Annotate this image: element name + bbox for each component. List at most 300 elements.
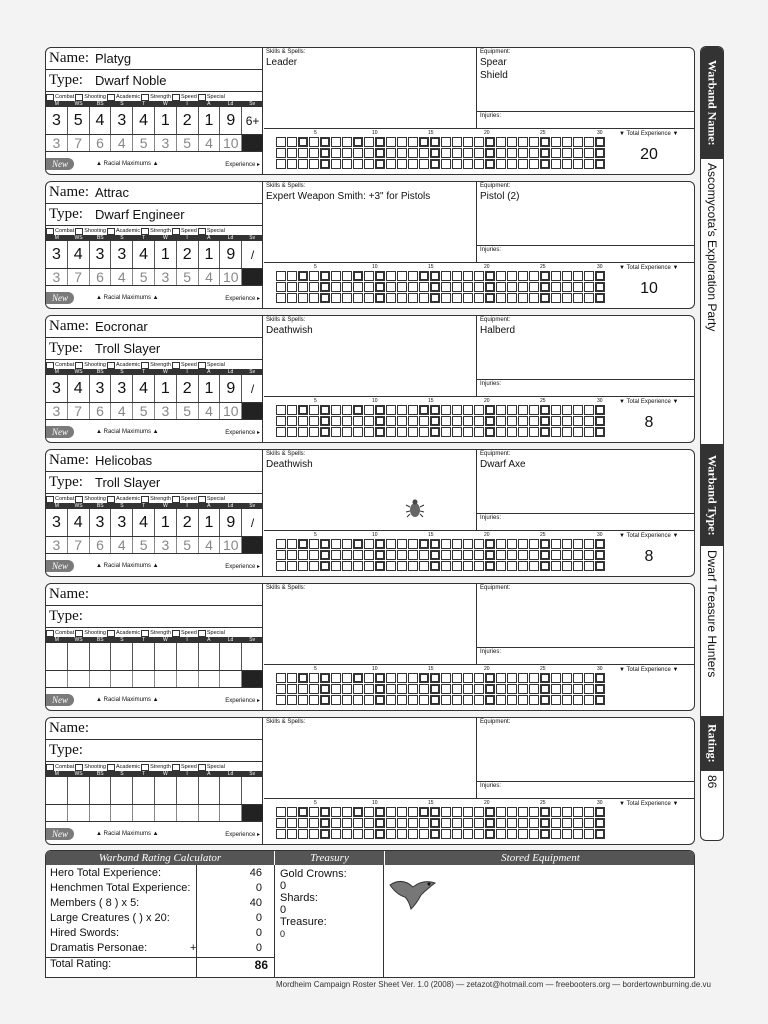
xp-box[interactable] (496, 684, 506, 694)
xp-box[interactable] (507, 818, 517, 828)
xp-box[interactable] (375, 550, 385, 560)
xp-box[interactable] (584, 427, 594, 437)
xp-box[interactable] (353, 405, 363, 415)
xp-box[interactable] (595, 405, 605, 415)
xp-box[interactable] (529, 137, 539, 147)
stat-value[interactable]: 1 (155, 107, 177, 134)
xp-box[interactable] (320, 550, 330, 560)
xp-box[interactable] (408, 282, 418, 292)
xp-box[interactable] (584, 405, 594, 415)
xp-box[interactable] (452, 807, 462, 817)
xp-box[interactable] (419, 829, 429, 839)
xp-box[interactable] (353, 818, 363, 828)
skill-category[interactable] (141, 630, 171, 637)
xp-box[interactable] (562, 427, 572, 437)
xp-box[interactable] (452, 148, 462, 158)
hero-name-row[interactable] (46, 718, 263, 740)
xp-box[interactable] (463, 271, 473, 281)
skill-category[interactable] (46, 630, 74, 637)
xp-box[interactable] (452, 282, 462, 292)
xp-box[interactable] (364, 137, 374, 147)
xp-box[interactable] (485, 293, 495, 303)
xp-box[interactable] (419, 673, 429, 683)
xp-box[interactable] (430, 148, 440, 158)
xp-box[interactable] (320, 148, 330, 158)
xp-box[interactable] (573, 539, 583, 549)
stat-value[interactable]: 9 (220, 509, 242, 536)
xp-box[interactable] (287, 539, 297, 549)
xp-box[interactable] (397, 561, 407, 571)
stat-value[interactable]: 2 (177, 375, 199, 402)
stat-value[interactable]: / (250, 515, 255, 530)
xp-box[interactable] (309, 148, 319, 158)
xp-box[interactable] (375, 416, 385, 426)
xp-box[interactable] (375, 282, 385, 292)
xp-box[interactable] (441, 684, 451, 694)
xp-box[interactable] (441, 137, 451, 147)
xp-box[interactable] (540, 673, 550, 683)
xp-box[interactable] (474, 695, 484, 705)
stat-value[interactable]: / (250, 247, 255, 262)
xp-box[interactable] (386, 405, 396, 415)
xp-box[interactable] (364, 561, 374, 571)
xp-box[interactable] (287, 405, 297, 415)
xp-box[interactable] (353, 684, 363, 694)
xp-box[interactable] (419, 539, 429, 549)
xp-box[interactable] (441, 282, 451, 292)
stat-value[interactable] (177, 777, 199, 804)
xp-box[interactable] (562, 550, 572, 560)
xp-box[interactable] (320, 539, 330, 549)
xp-box[interactable] (441, 695, 451, 705)
xp-box[interactable] (364, 673, 374, 683)
xp-box[interactable] (386, 539, 396, 549)
xp-box[interactable] (452, 271, 462, 281)
xp-box[interactable] (518, 282, 528, 292)
xp-box[interactable] (529, 539, 539, 549)
skills-box[interactable] (264, 316, 477, 396)
xp-box[interactable] (364, 539, 374, 549)
xp-box[interactable] (353, 271, 363, 281)
xp-box[interactable] (342, 148, 352, 158)
xp-box[interactable] (430, 427, 440, 437)
category-checkbox[interactable] (141, 764, 149, 771)
xp-box[interactable] (342, 539, 352, 549)
stat-value[interactable]: 9 (220, 107, 242, 134)
xp-box[interactable] (573, 807, 583, 817)
xp-box[interactable] (430, 550, 440, 560)
xp-box[interactable] (529, 807, 539, 817)
xp-box[interactable] (441, 829, 451, 839)
xp-box[interactable] (430, 539, 440, 549)
xp-box[interactable] (364, 550, 374, 560)
xp-box[interactable] (320, 807, 330, 817)
xp-box[interactable] (276, 550, 286, 560)
xp-box[interactable] (364, 695, 374, 705)
xp-box[interactable] (540, 282, 550, 292)
xp-box[interactable] (309, 673, 319, 683)
xp-box[interactable] (298, 829, 308, 839)
calculator-row-value[interactable]: 0 (255, 942, 262, 954)
xp-box[interactable] (419, 137, 429, 147)
injuries-box[interactable] (477, 111, 694, 128)
stat-value[interactable]: 2 (177, 241, 199, 268)
skill-category[interactable] (172, 630, 197, 637)
xp-box[interactable] (276, 282, 286, 292)
xp-box[interactable] (375, 137, 385, 147)
xp-box[interactable] (573, 673, 583, 683)
xp-box[interactable] (485, 148, 495, 158)
xp-box[interactable] (298, 405, 308, 415)
category-checkbox[interactable] (198, 630, 206, 637)
stat-value[interactable] (133, 777, 155, 804)
xp-box[interactable] (463, 293, 473, 303)
equipment-box[interactable] (477, 718, 694, 798)
skill-category[interactable] (75, 630, 106, 637)
xp-box[interactable] (452, 829, 462, 839)
xp-box[interactable] (507, 539, 517, 549)
xp-box[interactable] (441, 159, 451, 169)
xp-box[interactable] (364, 148, 374, 158)
xp-box[interactable] (518, 807, 528, 817)
xp-box[interactable] (485, 829, 495, 839)
xp-box[interactable] (551, 829, 561, 839)
xp-box[interactable] (309, 137, 319, 147)
category-checkbox[interactable] (75, 94, 83, 101)
xp-box[interactable] (386, 807, 396, 817)
xp-box[interactable] (463, 829, 473, 839)
xp-box[interactable] (584, 818, 594, 828)
xp-box[interactable] (397, 137, 407, 147)
xp-box[interactable] (496, 148, 506, 158)
xp-box[interactable] (287, 807, 297, 817)
xp-box[interactable] (540, 148, 550, 158)
xp-box[interactable] (518, 539, 528, 549)
category-checkbox[interactable] (107, 362, 115, 369)
xp-box[interactable] (540, 427, 550, 437)
category-checkbox[interactable] (141, 496, 149, 503)
xp-box[interactable] (584, 695, 594, 705)
xp-box[interactable] (518, 695, 528, 705)
xp-box[interactable] (463, 807, 473, 817)
calculator-row-value[interactable]: 46 (249, 867, 262, 879)
stat-value[interactable]: 3 (90, 241, 112, 268)
xp-box[interactable] (540, 561, 550, 571)
hero-name-row[interactable] (46, 450, 263, 472)
xp-box[interactable] (353, 550, 363, 560)
xp-box[interactable] (529, 416, 539, 426)
xp-box[interactable] (474, 829, 484, 839)
xp-box[interactable] (584, 271, 594, 281)
stat-value[interactable]: 9 (220, 241, 242, 268)
category-checkbox[interactable] (198, 228, 206, 235)
xp-box[interactable] (551, 807, 561, 817)
xp-box[interactable] (353, 137, 363, 147)
xp-box[interactable] (540, 137, 550, 147)
xp-box[interactable] (441, 807, 451, 817)
xp-box[interactable] (441, 293, 451, 303)
category-checkbox[interactable] (141, 228, 149, 235)
skill-category[interactable] (172, 362, 197, 369)
xp-box[interactable] (342, 684, 352, 694)
xp-box[interactable] (287, 159, 297, 169)
xp-box[interactable] (496, 293, 506, 303)
xp-box[interactable] (276, 148, 286, 158)
hero-type-row[interactable] (46, 338, 263, 360)
xp-box[interactable] (287, 416, 297, 426)
xp-box[interactable] (298, 561, 308, 571)
xp-box[interactable] (276, 561, 286, 571)
xp-box[interactable] (408, 427, 418, 437)
xp-box[interactable] (386, 293, 396, 303)
xp-box[interactable] (386, 427, 396, 437)
xp-box[interactable] (375, 159, 385, 169)
xp-box[interactable] (496, 561, 506, 571)
xp-box[interactable] (298, 684, 308, 694)
category-checkbox[interactable] (172, 228, 180, 235)
xp-box[interactable] (485, 818, 495, 828)
xp-box[interactable] (287, 282, 297, 292)
xp-box[interactable] (430, 818, 440, 828)
xp-box[interactable] (276, 159, 286, 169)
stat-value[interactable]: 3 (111, 509, 133, 536)
stat-value[interactable]: 2 (177, 509, 199, 536)
xp-box[interactable] (452, 673, 462, 683)
xp-box[interactable] (507, 405, 517, 415)
stat-value[interactable]: 1 (199, 375, 221, 402)
stat-value[interactable] (46, 777, 68, 804)
xp-box[interactable] (331, 684, 341, 694)
xp-box[interactable] (452, 818, 462, 828)
xp-box[interactable] (485, 539, 495, 549)
xp-box[interactable] (287, 684, 297, 694)
xp-box[interactable] (287, 293, 297, 303)
stat-value[interactable]: 3 (111, 375, 133, 402)
xp-box[interactable] (595, 159, 605, 169)
xp-box[interactable] (463, 673, 473, 683)
hero-type-row[interactable] (46, 472, 263, 494)
xp-box[interactable] (408, 818, 418, 828)
xp-box[interactable] (419, 561, 429, 571)
xp-box[interactable] (463, 159, 473, 169)
xp-box[interactable] (419, 293, 429, 303)
xp-box[interactable] (408, 159, 418, 169)
xp-box[interactable] (474, 539, 484, 549)
xp-box[interactable] (441, 416, 451, 426)
xp-box[interactable] (342, 271, 352, 281)
xp-box[interactable] (518, 550, 528, 560)
xp-box[interactable] (430, 271, 440, 281)
xp-box[interactable] (276, 137, 286, 147)
xp-box[interactable] (309, 561, 319, 571)
xp-box[interactable] (298, 148, 308, 158)
xp-box[interactable] (276, 427, 286, 437)
stat-value[interactable] (155, 643, 177, 670)
stat-value[interactable]: 4 (133, 107, 155, 134)
xp-box[interactable] (331, 807, 341, 817)
xp-box[interactable] (331, 561, 341, 571)
xp-box[interactable] (276, 271, 286, 281)
xp-box[interactable] (397, 829, 407, 839)
xp-box[interactable] (320, 416, 330, 426)
xp-box[interactable] (573, 159, 583, 169)
xp-box[interactable] (386, 137, 396, 147)
stat-value[interactable]: 3 (46, 509, 68, 536)
xp-box[interactable] (375, 561, 385, 571)
stat-value[interactable]: 1 (155, 509, 177, 536)
xp-box[interactable] (496, 818, 506, 828)
xp-box[interactable] (595, 673, 605, 683)
xp-box[interactable] (342, 807, 352, 817)
xp-box[interactable] (562, 807, 572, 817)
xp-box[interactable] (397, 807, 407, 817)
xp-box[interactable] (320, 673, 330, 683)
stat-value[interactable]: 4 (68, 241, 90, 268)
xp-box[interactable] (540, 159, 550, 169)
xp-box[interactable] (595, 684, 605, 694)
skill-category[interactable] (107, 362, 140, 369)
xp-box[interactable] (496, 416, 506, 426)
xp-box[interactable] (595, 561, 605, 571)
xp-box[interactable] (430, 293, 440, 303)
xp-box[interactable] (375, 539, 385, 549)
xp-box[interactable] (386, 271, 396, 281)
xp-box[interactable] (353, 148, 363, 158)
xp-box[interactable] (551, 539, 561, 549)
xp-box[interactable] (573, 416, 583, 426)
category-checkbox[interactable] (46, 630, 54, 637)
xp-box[interactable] (584, 148, 594, 158)
xp-box[interactable] (496, 271, 506, 281)
xp-box[interactable] (463, 416, 473, 426)
category-checkbox[interactable] (141, 630, 149, 637)
stat-value[interactable]: 3 (111, 107, 133, 134)
xp-box[interactable] (287, 271, 297, 281)
category-checkbox[interactable] (75, 764, 83, 771)
stat-value[interactable] (220, 643, 242, 670)
xp-box[interactable] (584, 416, 594, 426)
injuries-box[interactable] (477, 513, 694, 530)
xp-box[interactable] (375, 271, 385, 281)
stat-value[interactable] (199, 643, 221, 670)
xp-box[interactable] (584, 807, 594, 817)
xp-box[interactable] (551, 137, 561, 147)
xp-box[interactable] (507, 829, 517, 839)
xp-box[interactable] (474, 673, 484, 683)
stat-value[interactable] (90, 643, 112, 670)
xp-box[interactable] (507, 673, 517, 683)
xp-box[interactable] (287, 673, 297, 683)
stat-value[interactable] (90, 777, 112, 804)
xp-box[interactable] (342, 416, 352, 426)
xp-box[interactable] (474, 427, 484, 437)
stat-value[interactable] (242, 643, 263, 670)
xp-box[interactable] (551, 159, 561, 169)
xp-box[interactable] (408, 807, 418, 817)
xp-box[interactable] (408, 148, 418, 158)
xp-box[interactable] (584, 137, 594, 147)
xp-box[interactable] (386, 673, 396, 683)
xp-box[interactable] (562, 539, 572, 549)
equipment-box[interactable] (477, 450, 694, 530)
treasury-panel[interactable] (274, 865, 384, 978)
xp-box[interactable] (540, 271, 550, 281)
xp-box[interactable] (463, 550, 473, 560)
xp-box[interactable] (485, 684, 495, 694)
xp-box[interactable] (397, 684, 407, 694)
xp-box[interactable] (375, 818, 385, 828)
xp-box[interactable] (452, 561, 462, 571)
hero-name-row[interactable] (46, 182, 263, 204)
xp-box[interactable] (507, 293, 517, 303)
xp-box[interactable] (485, 695, 495, 705)
xp-box[interactable] (452, 416, 462, 426)
xp-box[interactable] (562, 271, 572, 281)
xp-box[interactable] (595, 282, 605, 292)
xp-box[interactable] (562, 561, 572, 571)
xp-box[interactable] (353, 427, 363, 437)
xp-box[interactable] (408, 539, 418, 549)
xp-box[interactable] (584, 684, 594, 694)
xp-box[interactable] (320, 818, 330, 828)
xp-box[interactable] (485, 673, 495, 683)
xp-box[interactable] (287, 137, 297, 147)
xp-box[interactable] (397, 405, 407, 415)
xp-box[interactable] (320, 829, 330, 839)
xp-box[interactable] (309, 684, 319, 694)
xp-box[interactable] (331, 405, 341, 415)
category-checkbox[interactable] (172, 94, 180, 101)
xp-box[interactable] (430, 137, 440, 147)
xp-box[interactable] (595, 550, 605, 560)
xp-box[interactable] (419, 148, 429, 158)
xp-box[interactable] (397, 673, 407, 683)
xp-box[interactable] (540, 807, 550, 817)
xp-box[interactable] (562, 684, 572, 694)
xp-box[interactable] (309, 427, 319, 437)
xp-box[interactable] (298, 282, 308, 292)
category-checkbox[interactable] (107, 228, 115, 235)
xp-box[interactable] (595, 293, 605, 303)
xp-box[interactable] (595, 818, 605, 828)
xp-box[interactable] (397, 427, 407, 437)
category-checkbox[interactable] (198, 496, 206, 503)
category-checkbox[interactable] (172, 362, 180, 369)
xp-box[interactable] (540, 405, 550, 415)
xp-box[interactable] (573, 405, 583, 415)
equipment-box[interactable] (477, 316, 694, 396)
xp-box[interactable] (529, 282, 539, 292)
skill-category[interactable] (172, 228, 197, 235)
equipment-box[interactable] (477, 584, 694, 664)
xp-box[interactable] (595, 695, 605, 705)
injuries-box[interactable] (477, 781, 694, 798)
xp-box[interactable] (353, 416, 363, 426)
stat-value[interactable]: 5 (68, 107, 90, 134)
xp-box[interactable] (496, 673, 506, 683)
xp-box[interactable] (518, 561, 528, 571)
xp-box[interactable] (540, 829, 550, 839)
skill-category[interactable] (141, 496, 171, 503)
warband-name-field[interactable] (701, 159, 723, 444)
xp-box[interactable] (386, 695, 396, 705)
category-checkbox[interactable] (141, 362, 149, 369)
skill-category[interactable] (107, 630, 140, 637)
xp-box[interactable] (430, 561, 440, 571)
stat-value[interactable] (111, 643, 133, 670)
stat-value[interactable]: 1 (155, 241, 177, 268)
xp-box[interactable] (342, 673, 352, 683)
